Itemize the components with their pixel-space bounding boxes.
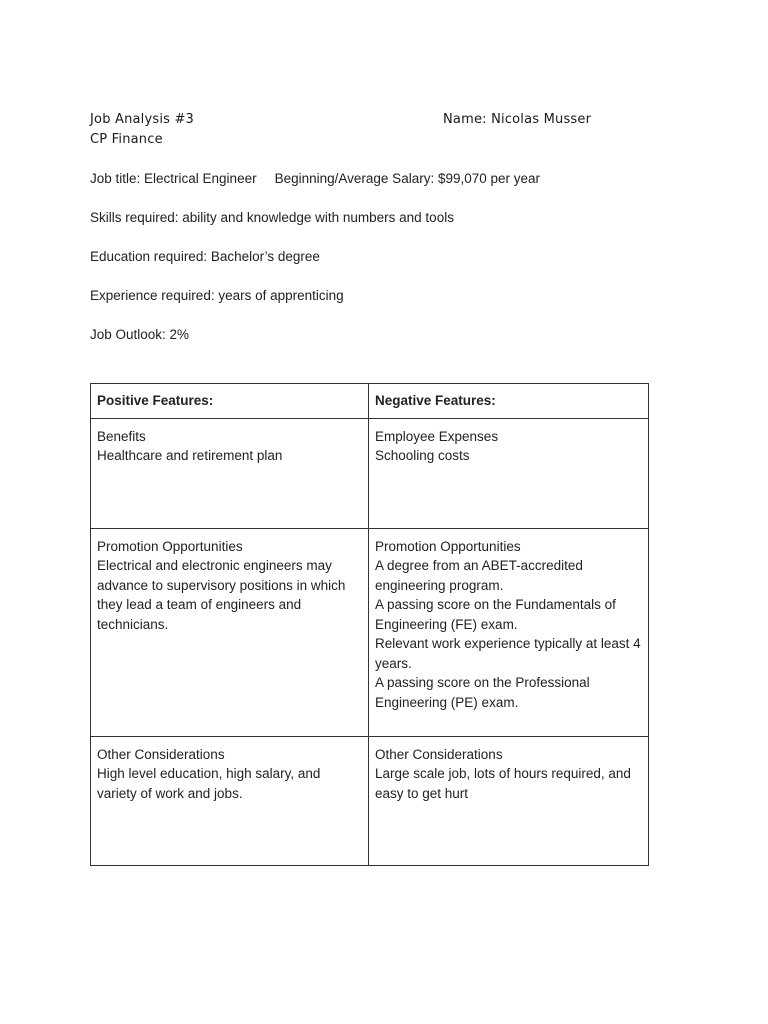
- cell-line: Electrical and electronic engineers may advance to supervisory positions in which they lead a team of engineers and technicians.: [97, 558, 346, 632]
- cell-line: Large scale job, lots of hours required, and easy to get hurt: [375, 766, 631, 801]
- cell-line: Schooling costs: [375, 448, 470, 463]
- positive-features-header: Positive Features:: [91, 384, 369, 419]
- cell-line: A passing score on the Fundamentals of Engineering (FE) exam.: [375, 597, 616, 632]
- cell-title: Promotion Opportunities: [375, 538, 521, 554]
- education-required: Education required: Bachelor’s degree: [90, 249, 320, 264]
- cell-title: Benefits: [97, 428, 146, 444]
- positive-cell: [91, 736, 369, 865]
- cell-line: High level education, high salary, and variety of work and jobs.: [97, 766, 321, 801]
- cell-title: Other Considerations: [375, 746, 503, 762]
- cell-line: Relevant work experience typically at least 4 years.: [375, 636, 641, 671]
- positive-cell: [91, 528, 369, 736]
- job-outlook: Job Outlook: 2%: [90, 327, 190, 342]
- positive-cell: [91, 418, 369, 528]
- cell-body: [97, 556, 362, 634]
- cell-body: [375, 556, 642, 712]
- student-name: Name: Nicolas Musser: [443, 112, 592, 127]
- table-row: [91, 528, 649, 736]
- cell-line: Healthcare and retirement plan: [97, 448, 283, 463]
- skills-required: Skills required: ability and knowledge with numbers and tools: [90, 210, 454, 225]
- job-title-line: [90, 171, 540, 186]
- table-header-row: [91, 384, 649, 419]
- cell-body: [97, 764, 362, 803]
- negative-cell: [369, 418, 649, 528]
- job-title: Job title: Electrical Engineer: [90, 171, 257, 186]
- negative-cell: [369, 736, 649, 865]
- experience-required: Experience required: years of apprenticing: [90, 288, 344, 303]
- cell-title: Promotion Opportunities: [97, 538, 243, 554]
- features-table: [90, 383, 649, 866]
- assignment-title: Job Analysis #3: [90, 112, 195, 127]
- salary: Beginning/Average Salary: $99,070 per year: [274, 171, 541, 186]
- cell-body: [375, 446, 642, 466]
- negative-cell: [369, 528, 649, 736]
- cell-line: A degree from an ABET-accredited engineering program.: [375, 558, 583, 593]
- cell-body: [375, 764, 642, 803]
- class-name: CP Finance: [90, 132, 163, 147]
- negative-features-header: Negative Features:: [369, 384, 649, 419]
- table-row: [91, 736, 649, 865]
- cell-title: Other Considerations: [97, 746, 225, 762]
- cell-line: A passing score on the Professional Engineering (PE) exam.: [375, 675, 590, 710]
- table-row: [91, 418, 649, 528]
- cell-body: [97, 446, 362, 466]
- cell-title: Employee Expenses: [375, 428, 499, 444]
